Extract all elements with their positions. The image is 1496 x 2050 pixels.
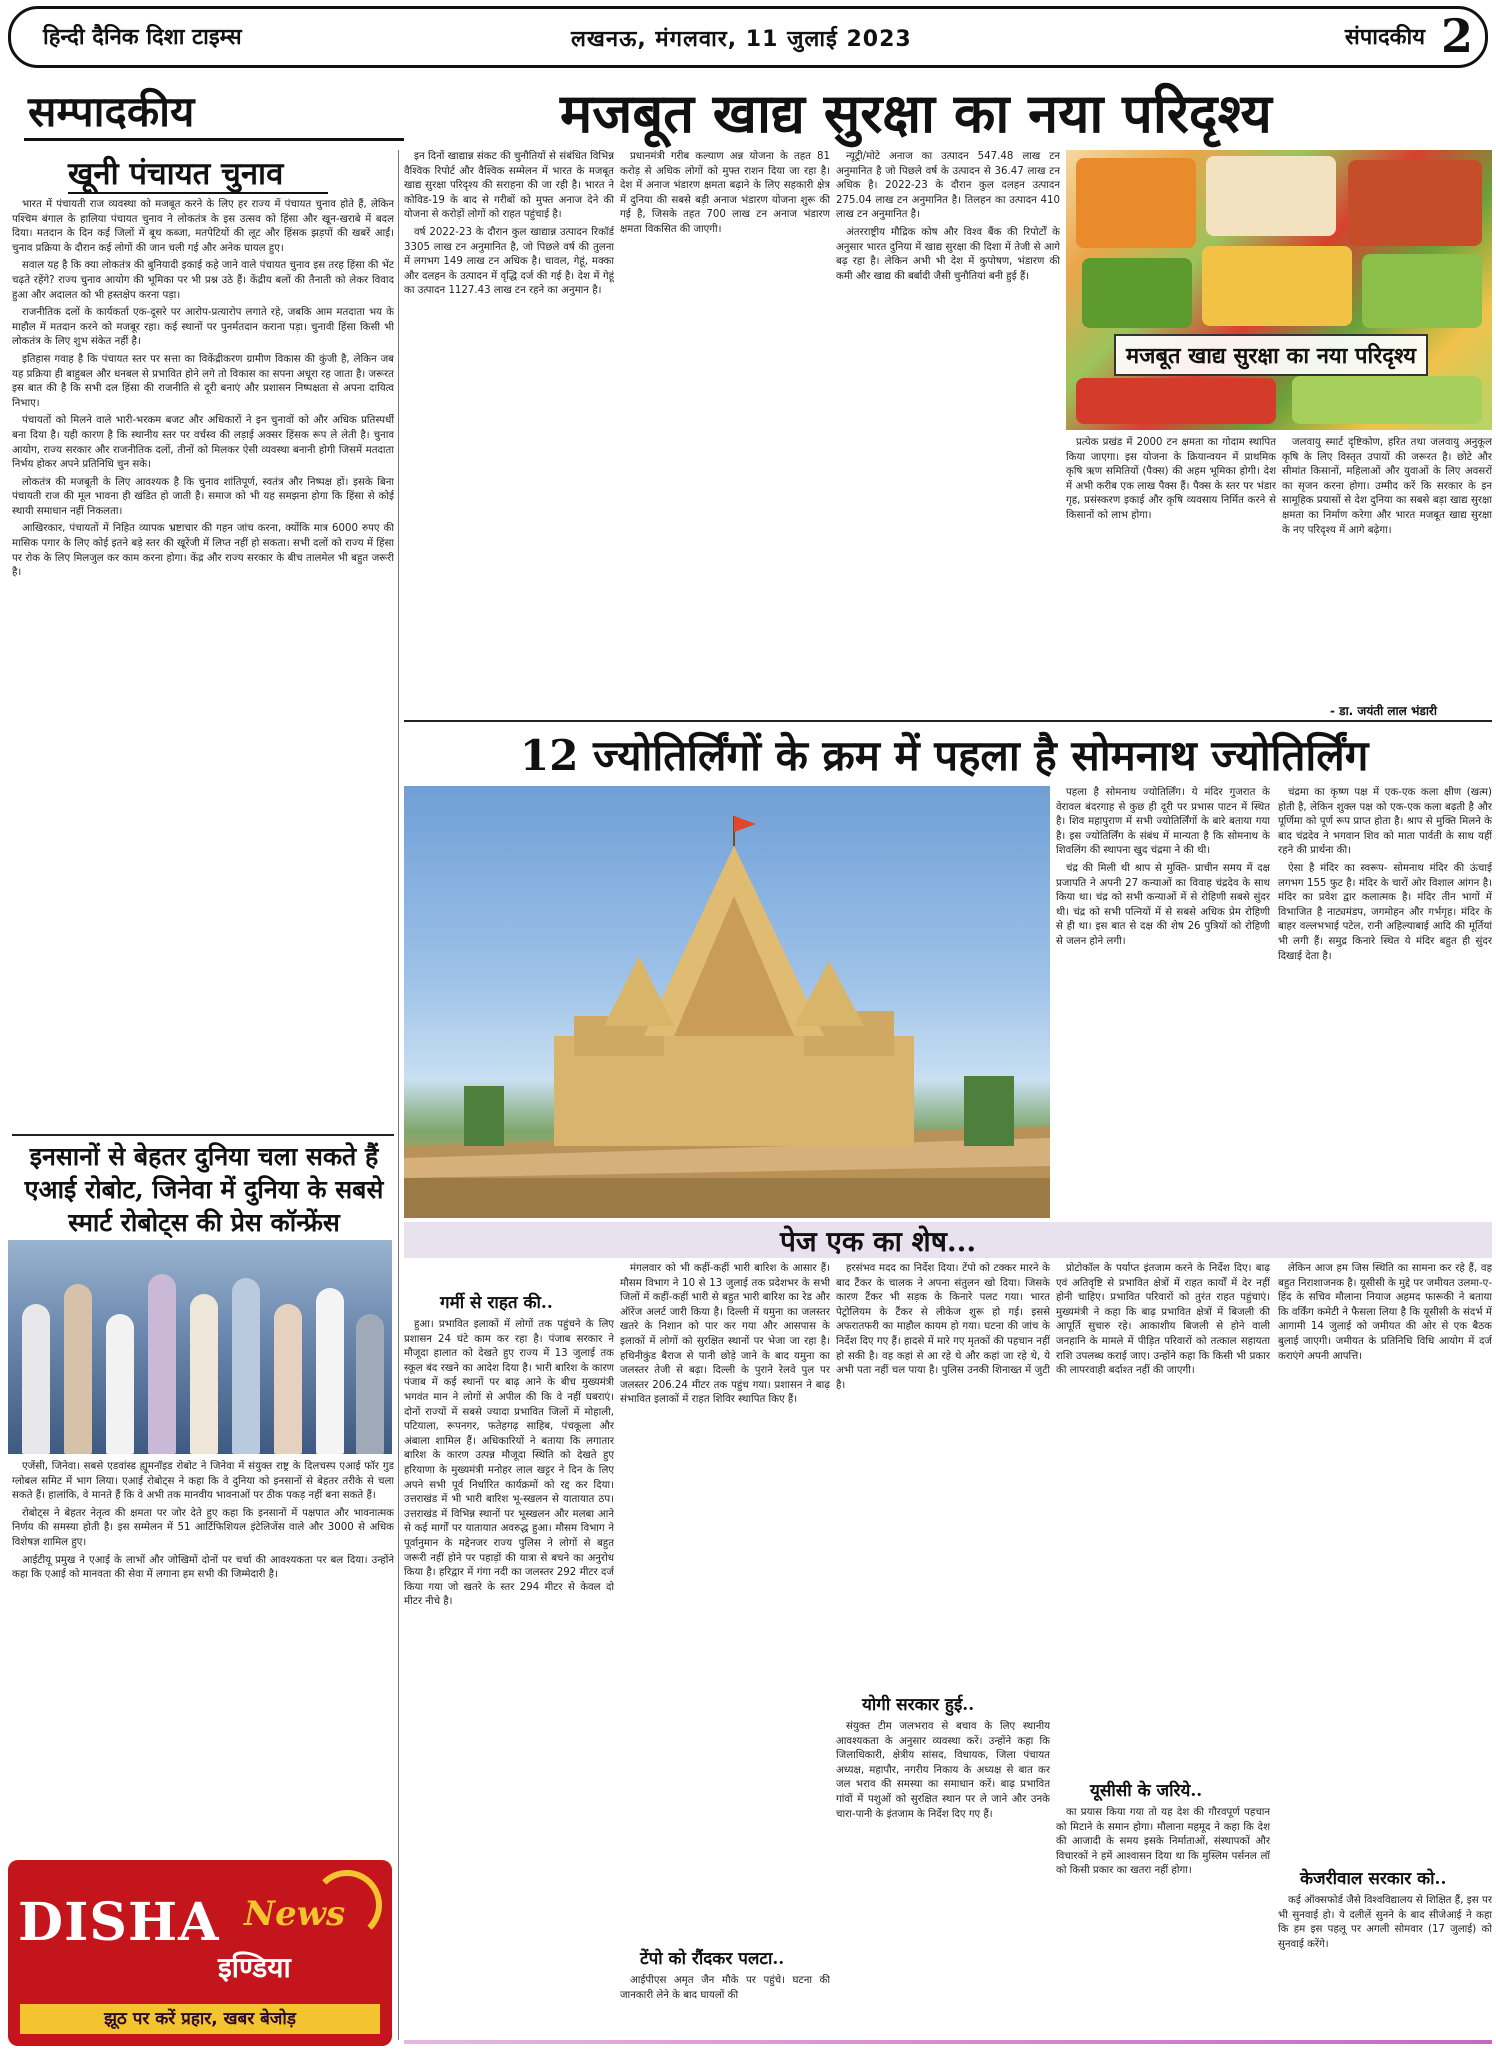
food-para: जलवायु स्मार्ट दृष्टिकोण, हरित तथा जलवायु अनुकूल कृषि के लिए विस्तृत उपायों की जरूरत है। छोटे और सीमांत किसानों, महिलाओं और युवाओं के लिए अवसरों का सृजन करना होगा। उम्मीद करें कि सरकार के इन सामूहिक प्रयासों से देश दुनिया का सबसे बड़ा खाद्य सुरक्षा क्षमता का निर्माण करेगा और भारत मजबूत खाद्य सुरक्षा के नए परिदृश्य में आगे बढ़ेगा। bbox=[1282, 437, 1492, 536]
jyotirlinga-headline: 12 ज्योतिर्लिंगों के क्रम में पहला है सोमनाथ ज्योतिर्लिंग bbox=[520, 731, 1369, 780]
food-body-col4 bbox=[1066, 436, 1276, 700]
logo-tagline: झूठ पर करें प्रहार, खबर बेजोड़ bbox=[20, 2004, 380, 2034]
editorial-body bbox=[12, 198, 394, 1128]
ucc-para: का प्रयास किया गया तो यह देश की गौरवपूर्ण पहचान को मिटाने के समान होगा। मौलाना महमूद ने कहा कि देश की आजादी के समय इसके निर्माताओं, संस्थापकों और विचारकों ने हमें आश्वासन दिया था कि मुस्लिम पर्सनल लॉ को किसी प्रकार का खतरा नहीं होगा। bbox=[1056, 1807, 1270, 1877]
food-item bbox=[1076, 158, 1196, 248]
editorial-label: सम्पादकीय bbox=[28, 87, 195, 136]
disha-news-logo bbox=[8, 1860, 392, 2046]
tempo-subhead: टेंपो को रौंदकर पलटा.. bbox=[640, 1949, 785, 1969]
food-body-col5 bbox=[1282, 436, 1492, 700]
food-para: प्रधानमंत्री गरीब कल्याण अन्न योजना के तहत 81 करोड़ से अधिक लोगों को मुफ्त राशन दिया जा रहा है। देश में अनाज भंडारण क्षमता बढ़ाने के लिए सहकारी क्षेत्र में दुनिया की सबसे बड़ी अनाज भंडारण योजना शुरू की गई है, जिसके तहत 700 लाख टन अनाज भंडारण क्षमता विकसित की जाएगी। bbox=[620, 151, 830, 235]
food-para: इन दिनों खाद्यान्न संकट की चुनौतियों से संबंधित विभिन्न वैश्विक रिपोर्ट और वैश्विक सम्मेलन में भारत के मजबूत खाद्य सुरक्षा परिदृश्य की सराहना की जा रही है। भारत ने कोविड-19 के बाद से गरीबों को मुफ्त अनाज देने की योजना से करोड़ों लोगों को राहत पहुंचाई है। bbox=[404, 151, 614, 221]
food-para: न्यूट्री/मोटे अनाज का उत्पादन 547.48 लाख टन अनुमानित है जो पिछले वर्ष के उत्पादन से 36.47 लाख टन अधिक है। 2022-23 के दौरान कुल दलहन उत्पादन 275.04 लाख टन अनुमानित है। तिलहन का उत्पादन 410 लाख टन अनुमानित है। bbox=[836, 151, 1060, 221]
ai-story-para: एजेंसी, जिनेवा। सबसे एडवांस्ड ह्यूमनॉइड रोबोट ने जिनेवा में संयुक्त राष्ट्र के दिलचस्प एआई फॉर गुड ग्लोबल समिट में भाग लिया। एआई रोबोट्स ने कहा कि वे दुनिया को इनसानों से बेहतर तरीके से चला सकते हैं। हालांकि, वे मानते हैं कि वे अभी तक मानवीय भावनाओं पर ठीक पकड़ नहीं बना सकते हैं। bbox=[12, 1461, 394, 1502]
food-item bbox=[1348, 160, 1482, 246]
ai-robots-photo bbox=[8, 1240, 392, 1454]
logo-india-text: इण्डिया bbox=[218, 1951, 291, 1984]
jyotirlinga-body-right2 bbox=[1278, 786, 1492, 1216]
dateline: लखनऊ, मंगलवार, 11 जुलाई 2023 bbox=[571, 27, 912, 52]
temple-illustration bbox=[404, 786, 1050, 1218]
logo-news-text: News bbox=[244, 1894, 346, 1934]
food-item bbox=[1076, 378, 1276, 424]
food-photo-caption: मजबूत खाद्य सुरक्षा का नया परिदृश्य bbox=[1114, 334, 1428, 376]
editorial-para: भारत में पंचायती राज व्यवस्था को मजबूत करने के लिए हर राज्य में पंचायत चुनाव होते हैं, लेकिन पश्चिम बंगाल के हालिया पंचायत चुनाव ने लोकतंत्र के इस उत्सव को हिंसा और खून-खराबे में बदल दिया। मतदान के दिन कई जिलों में बूथ कब्जा, मतपेटियों की लूट और हिंसक झड़पों की खबरें आईं। चुनाव प्रक्रिया के दौरान कई लोगों की जान चली गई और अनेक घायल हुए। bbox=[12, 199, 394, 254]
paper-name: हिन्दी दैनिक दिशा टाइम्स bbox=[43, 25, 242, 50]
food-body-col1 bbox=[404, 150, 614, 710]
ucc2-para: लेकिन आज हम जिस स्थिति का सामना कर रहे हैं, वह बहुत निराशाजनक है। यूसीसी के मुद्दे पर जमीयत उलमा-ए-हिंद के सचिव मौलाना नियाज अहमद फारूकी ने बताया कि वर्किंग कमेटी ने फैसला लिया है कि यूसीसी के संदर्भ में आगामी 14 जुलाई को जमीयत की ओर से एक बैठक बुलाई जाएगी। जमीयत के प्रतिनिधि विधि आयोग में दर्ज कराएंगे अपनी आपत्ति। bbox=[1278, 1263, 1492, 1362]
kejriwal-subhead: केजरीवाल सरकार को.. bbox=[1300, 1869, 1447, 1889]
jyotirlinga-para: पहला है सोमनाथ ज्योतिर्लिंग। ये मंदिर गुजरात के वेरावल बंदरगाह से कुछ ही दूरी पर प्रभास पाटन में स्थित है। शिव महापुराण में सभी ज्योतिर्लिंगों के बारे बताया गया है। इस ज्योतिर्लिंग के संबंध में मान्यता है कि सोमनाथ के शिवलिंग की स्थापना खुद चंद्रमा ने की थी। bbox=[1056, 787, 1270, 857]
food-para: वर्ष 2022-23 के दौरान कुल खाद्यान्न उत्पादन रिकॉर्ड 3305 लाख टन अनुमानित है, जो पिछले वर्ष की तुलना में लगभग 149 लाख टन अधिक है। चावल, गेहूं, मक्का और दलहन के उत्पादन में वृद्धि दर्ज की गई है। देश में गेहूं का उत्पादन 1127.43 लाख टन रहने का अनुमान है। bbox=[404, 226, 614, 297]
robot-figure bbox=[232, 1278, 260, 1454]
editorial-para: लोकतंत्र की मजबूती के लिए आवश्यक है कि चुनाव शांतिपूर्ण, स्वतंत्र और निष्पक्ष हों। इसके बिना पंचायती राज की मूल भावना ही खंडित हो जाती है। समाज को भी यह समझना होगा कि हिंसा से कोई स्थायी समाधान नहीं निकलता। bbox=[12, 476, 394, 517]
robot-figure bbox=[148, 1274, 176, 1454]
food-item bbox=[1202, 246, 1352, 326]
kejriwal-body bbox=[1278, 1894, 1492, 2038]
robot-figure bbox=[190, 1294, 218, 1454]
heat-subhead: गर्मी से राहत की.. bbox=[440, 1293, 553, 1313]
food-item bbox=[1362, 254, 1482, 328]
editorial-para: आखिरकार, पंचायतों में निहित व्यापक भ्रष्टाचार की गहन जांच करना, क्योंकि मात्र 6000 रुपए की मासिक पगार के लिए कोई इतने बड़े स्तर की खूरेंजी में लिप्त नहीं हो सकता। सभी दलों को राज्य में हिंसा पर रोक के लिए मिलजुल कर काम करना होगा। केंद्र और राज्य सरकार के बीच तालमेल भी बहुत जरूरी है। bbox=[12, 523, 394, 579]
rain-body bbox=[620, 1262, 830, 1942]
masthead bbox=[8, 6, 1488, 68]
bottom-color-strip bbox=[404, 2040, 1492, 2044]
editorial-para: इतिहास गवाह है कि पंचायत स्तर पर सत्ता का विकेंद्रीकरण ग्रामीण विकास की कुंजी है, लेकिन जब यह प्रक्रिया ही बाहुबल और धनबल से प्रभावित होने लगे तो विकास का सपना अधूरा रह जाता है। जरूरत इस बात की है कि सभी दल हिंसा की राजनीति से दूरी बनाएं और प्रशासन निष्पक्षता से अपना दायित्व निभाए। bbox=[12, 353, 394, 409]
jyotirlinga-para: ऐसा है मंदिर का स्वरूप- सोमनाथ मंदिर की ऊंचाई लगभग 155 फुट है। मंदिर के चारों ओर विशाल आंगन है। मंदिर का प्रवेश द्वार कलात्मक है। मंदिर तीन भागों में विभाजित है नाट्यमंडप, जगमोहन और गर्भगृह। मंदिर के बाहर वल्लभभाई पटेल, रानी अहिल्याबाई आदि की मूर्तियां भी लगी हैं। समुद्र किनारे स्थित ये मंदिर बहुत ही सुंदर दिखाई देता है। bbox=[1278, 862, 1492, 962]
yogi-subhead: योगी सरकार हुई.. bbox=[862, 1695, 975, 1715]
ai-story-rule bbox=[12, 1134, 394, 1136]
jyotirlinga-para: चंद्र की मिली थी श्राप से मुक्ति- प्राचीन समय में दक्ष प्रजापति ने अपनी 27 कन्याओं का विवाह चंद्रदेव के साथ किया था। चंद्र को सभी कन्याओं में से रोहिणी सबसे सुंदर थी। चंद्र को सभी पत्नियों में से सबसे अधिक प्रेम रोहिणी से ही था। इस बात से दक्ष की शेष 26 पुत्रियों को रोहिणी से जलन होने लगी। bbox=[1056, 862, 1270, 947]
accident-para: हरसंभव मदद का निर्देश दिया। टेंपो को टक्कर मारने के बाद टैंकर के चालक ने अपना संतुलन खो दिया। जिसके कारण टैंकर भी सड़क के किनारे पलट गया। भारत पेट्रोलियम के टैंकर से लीकेज शुरू हो गई। इससे अफरातफरी का माहौल कायम हो गया। घटना की जांच के निर्देश दिए गए हैं। हादसे में मारे गए मृतकों की पहचान नहीं हो सकी है। वह कहां से आ रहे थे और कहां जा रहे थे, ये अभी पता नहीं चल पाया है। पुलिस उनकी शिनाख्त में जुटी है। bbox=[836, 1263, 1050, 1391]
editorial-para: पंचायतों को मिलने वाले भारी-भरकम बजट और अधिकारों ने इन चुनावों को और अधिक प्रतिस्पर्धी बना दिया है। यही कारण है कि स्थानीय स्तर पर वर्चस्व की लड़ाई अक्सर हिंसक रूप ले लेती है। चुनाव आयोग, राज्य सरकार और राजनीतिक दलों, तीनों को मिलकर ऐसी व्यवस्था बनानी होगी जिसमें मतदाता निर्भय होकर अपने प्रतिनिधि चुन सके। bbox=[12, 415, 394, 471]
food-item bbox=[1206, 156, 1336, 236]
ai-story-body bbox=[12, 1460, 394, 1852]
food-photo bbox=[1066, 150, 1492, 430]
jyotirlinga-para: चंद्रमा का कृष्ण पक्ष में एक-एक कला क्षीण (खत्म) होती है, लेकिन शुक्ल पक्ष को एक-एक कला बढ़ती है और पूर्णिमा को पूर्ण रूप प्राप्त होता है। श्राप से मुक्ति मिलने के बाद चंद्रदेव ने भगवान शिव को माता पार्वती के साथ यहीं रहने की प्रार्थना की। bbox=[1278, 787, 1492, 857]
ucc2-body bbox=[1278, 1262, 1492, 1822]
editorial-rule bbox=[24, 138, 404, 141]
rain-para: मंगलवार को भी कहीं-कहीं भारी बारिश के आसार हैं। मौसम विभाग ने 10 से 13 जुलाई तक प्रदेशभर के सभी जिलों में कहीं-कहीं भारी से बहुत भारी बारिश का रेड और ऑरेंज अलर्ट जारी किया है। दिल्ली में यमुना का जलस्तर खतरे के निशान को पार कर गया और आसपास के इलाकों में लोगों को सुरक्षित स्थानों पर भेजा जा रहा है। हथिनीकुंड बैराज से पानी छोड़े जाने के बाद यमुना का जलस्तर तेजी से बढ़ा। दिल्ली के पुराने रेलवे पुल पर जलस्तर 206.24 मीटर तक पहुंच गया। प्रशासन ने बाढ़ संभावित इलाकों में राहत शिविर स्थापित किए हैं। bbox=[620, 1263, 830, 1406]
food-byline: - डा. जयंती लाल भंडारी bbox=[1330, 704, 1437, 718]
column-divider bbox=[398, 150, 399, 2040]
section-name: संपादकीय bbox=[1344, 25, 1425, 50]
food-security-headline: मजबूत खाद्य सुरक्षा का नया परिदृश्य bbox=[560, 81, 1272, 145]
yogi-body bbox=[836, 1720, 1050, 2038]
yogi-para: संयुक्त टीम जलभराव से बचाव के लिए स्थानीय आवश्यकता के अनुसार व्यवस्था करें। उन्होंने कहा कि जिलाधिकारी, क्षेत्रीय सांसद, विधायक, जिला पंचायत अध्यक्ष, महापौर, नगरीय निकाय के अध्यक्ष से बात कर जल भराव की समस्या का समाधान करें। बाढ़ प्रभावित गांवों में पशुओं को सुरक्षित स्थान पर ले जाने और उनके चारा-पानी के इंतजाम के निर्देश दिए गए हैं। bbox=[836, 1721, 1050, 1820]
editorial-para: राजनीतिक दलों के कार्यकर्ता एक-दूसरे पर आरोप-प्रत्यारोप लगाते रहे, जबकि आम मतदाता भय के माहौल में मतदान करने को मजबूर रहा। कई स्थानों पर पुनर्मतदान कराना पड़ा। चुनावी हिंसा किसी भी लोकतंत्र के लिए शुभ संकेत नहीं है। bbox=[12, 307, 394, 348]
ucc-subhead: यूसीसी के जरिये.. bbox=[1090, 1781, 1203, 1801]
page-number: 2 bbox=[1440, 9, 1473, 63]
food-body-col2 bbox=[620, 150, 830, 710]
robot-figure bbox=[106, 1314, 134, 1454]
relief-body bbox=[1056, 1262, 1270, 1702]
kejriwal-para: कई ऑक्सफोर्ड जैसे विश्वविद्यालय से शिक्षित हैं, इस पर भी सुनवाई हो। ये दलीलें सुनने के बाद सीजेआई ने कहा कि हम इस पहलू पर अगली सोमवार (17 जुलाई) को सुनवाई करेंगे। bbox=[1278, 1895, 1492, 1950]
robot-figure bbox=[274, 1304, 302, 1454]
robot-figure bbox=[316, 1288, 344, 1454]
jyotirlinga-body-right1 bbox=[1056, 786, 1270, 1216]
section-rule bbox=[404, 720, 1492, 722]
ai-story-para: रोबोट्स ने बेहतर नेतृत्व की क्षमता पर जोर देते हुए कहा कि इनसानों में पक्षपात और भावनात्मक निर्णय की समस्या होती है। इस सम्मेलन में 51 आर्टिफिशियल इंटेलिजेंस वाले और 3000 से अधिक विशेषज्ञ शामिल हुए। bbox=[12, 1507, 394, 1548]
tempo-para: आईपीएस अमृत जैन मौके पर पहुंचे। घटना की जानकारी लेने के बाद घायलों की bbox=[620, 1975, 830, 2001]
accident-body bbox=[836, 1262, 1050, 1682]
food-item bbox=[1082, 258, 1192, 328]
tempo-body bbox=[620, 1974, 830, 2038]
robot-figure bbox=[356, 1314, 384, 1454]
continued-label: पेज एक का शेष... bbox=[780, 1225, 977, 1258]
food-para: प्रत्येक प्रखंड में 2000 टन क्षमता का गोदाम स्थापित किया जाएगा। इस योजना के क्रियान्वयन में प्राथमिक कृषि ऋण समितियों (पैक्स) की अहम भूमिका होगी। देश में अभी करीब एक लाख पैक्स हैं। पैक्स के स्तर पर भंडार गृह, प्रसंस्करण इकाई और कृषि व्यवसाय निर्मित करने से किसानों को लाभ होगा। bbox=[1066, 437, 1276, 521]
ucc-body bbox=[1056, 1806, 1270, 2038]
ai-story-para: आईटीयू प्रमुख ने एआई के लाभों और जोखिमों दोनों पर चर्चा की आवश्यकता पर बल दिया। उन्होंने कहा कि एआई को मानवता की सेवा में लगाना हम सभी की जिम्मेदारी है। bbox=[12, 1554, 394, 1581]
food-body-col3 bbox=[836, 150, 1060, 710]
editorial-headline-rule bbox=[68, 192, 328, 194]
robot-figure bbox=[22, 1304, 50, 1454]
food-item bbox=[1292, 376, 1482, 424]
editorial-headline: खूनी पंचायत चुनाव bbox=[68, 156, 284, 192]
robot-figure bbox=[64, 1284, 92, 1454]
relief-para: प्रोटोकॉल के पर्याप्त इंतजाम करने के निर्देश दिए। बाढ़ एवं अतिवृष्टि से प्रभावित क्षेत्रों में राहत कार्यों में देर नहीं होनी चाहिए। प्रभावित परिवारों को तुरंत राहत पहुंचाएं। मुख्यमंत्री ने कहा कि बाढ़ प्रभावित क्षेत्रों में बिजली की आपूर्ति सुचारु रहे। आकाशीय बिजली से होने वाली जनहानि के मामले में पीड़ित परिवारों को तत्काल सहायता राशि उपलब्ध कराई जाए। उन्होंने कहा कि किसी भी प्रकार की लापरवाही बर्दाश्त नहीं की जाएगी। bbox=[1056, 1263, 1270, 1377]
editorial-para: सवाल यह है कि क्या लोकतंत्र की बुनियादी इकाई कहे जाने वाले पंचायत चुनाव इस तरह हिंसा की भेंट चढ़ते रहेंगे? राज्य चुनाव आयोग की भूमिका पर भी प्रश्न उठे हैं। केंद्रीय बलों की तैनाती को लेकर विवाद हुआ और अदालत को भी हस्तक्षेप करना पड़ा। bbox=[12, 260, 394, 301]
heat-body bbox=[404, 1318, 614, 2038]
heat-para: हुआ। प्रभावित इलाकों में लोगों तक पहुंचने के लिए प्रशासन 24 घंटे काम कर रहा है। पंजाब सरकार ने मौजूदा हालात को देखते हुए राज्य में 13 जुलाई तक स्कूल बंद रखने का आदेश दिया है। भारी बारिश के कारण पंजाब में कई स्थानों पर बाढ़ आने के बीच मुख्यमंत्री भगवंत मान ने लोगों से अपील की कि वे नहीं घबराएं। दोनों राज्यों में सबसे ज्यादा प्रभावित जिलों में मोहाली, पटियाला, रूपनगर, फतेहगढ़ साहिब, पंचकूला और अंबाला शामिल हैं। अधिकारियों ने बताया कि लगातार बारिश के कारण उत्पन्न मौजूदा स्थिति को देखते हुए हरियाणा के मुख्यमंत्री मनोहर लाल खट्टर ने दिन के लिए अपने सभी पूर्व निर्धारित कार्यक्रमों को रद्द कर दिया। उत्तराखंड में भी भारी बारिश भू-स्खलन से यातायात ठप। उत्तराखंड में विभिन्न स्थानों पर भूस्खलन और मलबा आने से कई मार्गों पर यातायात अवरुद्ध हुआ। मौसम विभाग ने पूर्वानुमान के मद्देनजर राज्य पुलिस ने लोगों से बहुत जरूरी नहीं होने पर पहाड़ों की यात्रा से बचने का अनुरोध किया है। हरिद्वार में गंगा नदी का जलस्तर 292 मीटर दर्ज किया गया जो खतरे के स्तर 294 मीटर से केवल दो मीटर नीचे है। bbox=[404, 1319, 614, 1608]
somnath-temple-photo bbox=[404, 786, 1050, 1218]
ai-story-headline: इनसानों से बेहतर दुनिया चला सकते हैं एआई रोबोट, जिनेवा में दुनिया के सबसे स्मार्ट रोबोट्स की प्रेस कॉन्फ्रेंस bbox=[24, 1142, 384, 1237]
food-para: अंतरराष्ट्रीय मौद्रिक कोष और विश्व बैंक की रिपोर्टों के अनुसार भारत दुनिया में खाद्य सुरक्षा की दिशा में तेजी से आगे बढ़ रहा है। लेकिन अभी भी देश में कुपोषण, भंडारण की कमी और खाद्य की बर्बादी जैसी चुनौतियां बनी हुई हैं। bbox=[836, 226, 1060, 282]
logo-main-text: DISHA bbox=[18, 1892, 220, 1953]
